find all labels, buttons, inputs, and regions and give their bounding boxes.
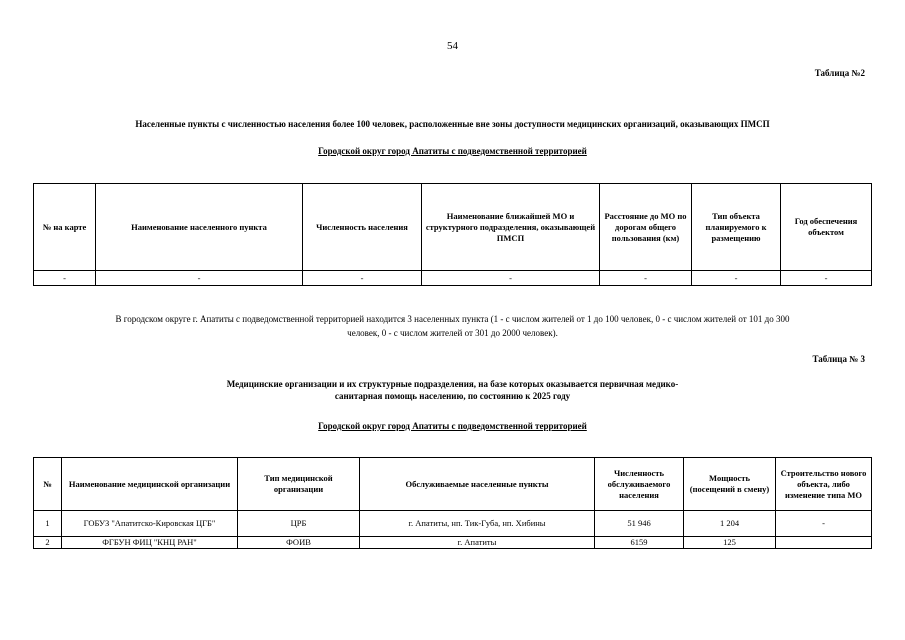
table-cell: -: [96, 271, 303, 286]
table3-subheading: Городской округ город Апатиты с подведомственной территорией: [318, 421, 587, 431]
table-cell: -: [600, 271, 692, 286]
table-cell: -: [34, 271, 96, 286]
table3-header-cell: Строительство нового объекта, либо изменение типа МО: [776, 458, 872, 511]
table-cell: -: [303, 271, 422, 286]
table2-header-cell: Наименование населенного пункта: [96, 184, 303, 271]
table-cell: 2: [34, 537, 62, 549]
table3-header-cell: №: [34, 458, 62, 511]
table2-header-cell: Год обеспечения объектом: [781, 184, 872, 271]
table-cell: -: [776, 511, 872, 537]
table3-header-cell: Мощность (посещений в смену): [684, 458, 776, 511]
table-cell: 1 204: [684, 511, 776, 537]
table2-caption: Таблица №2: [814, 68, 865, 78]
table3: [33, 457, 872, 549]
table-cell: 125: [684, 537, 776, 549]
table2-heading: Населенные пункты с численностью населения более 100 человек, расположенные вне зоны доступности медицинских организаций, оказывающих ПМСП: [135, 119, 770, 129]
table3-header-cell: Обслуживаемые населенные пункты: [360, 458, 595, 511]
table-row: [34, 511, 872, 537]
table2-header-cell: Численность населения: [303, 184, 422, 271]
table3-heading: [40, 378, 865, 402]
table2-header-cell: № на карте: [34, 184, 96, 271]
table-cell: -: [422, 271, 600, 286]
note-line: человек, 0 - с числом жителей от 301 до 2000 человек).: [347, 328, 558, 338]
table2-header-cell: Наименование ближайшей МО и структурного подразделения, оказывающей ПМСП: [422, 184, 600, 271]
table-row: [34, 271, 872, 286]
table-cell: 51 946: [595, 511, 684, 537]
table-cell: 1: [34, 511, 62, 537]
table-cell: -: [692, 271, 781, 286]
table3-heading-line: Медицинские организации и их структурные подразделения, на базе которых оказывается первичная медико-: [226, 379, 679, 389]
table3-caption: Таблица № 3: [812, 354, 865, 364]
table-cell: 6159: [595, 537, 684, 549]
table-cell: ФОИВ: [238, 537, 360, 549]
table-row: [34, 537, 872, 549]
table-cell: ЦРБ: [238, 511, 360, 537]
table2-subheading: Городской округ город Апатиты с подведомственной территорией: [318, 146, 587, 156]
table-cell: ГОБУЗ "Апатитско-Кировская ЦГБ": [62, 511, 238, 537]
table-cell: ФГБУН ФИЦ "КНЦ РАН": [62, 537, 238, 549]
note-paragraph: [40, 312, 865, 340]
table3-header-cell: Наименование медицинской организации: [62, 458, 238, 511]
table3-header-cell: Численность обслуживаемого населения: [595, 458, 684, 511]
table2-header-cell: Расстояние до МО по дорогам общего пользования (км): [600, 184, 692, 271]
table3-header-cell: Тип медицинской организации: [238, 458, 360, 511]
table3-heading-line: санитарная помощь населению, по состоянию к 2025 году: [334, 391, 571, 401]
table-cell: г. Апатиты, нп. Тик-Губа, нп. Хибины: [360, 511, 595, 537]
table-cell: -: [781, 271, 872, 286]
page-number: 54: [447, 40, 458, 52]
table3-header-row: [34, 458, 872, 511]
table2: [33, 183, 872, 286]
table2-header-cell: Тип объекта планируемого к размещению: [692, 184, 781, 271]
table-cell: г. Апатиты: [360, 537, 595, 549]
note-line: В городском округе г. Апатиты с подведомственной территорией находится 3 населенных пункта (1 - с числом жителей от 1 до 100 человек, 0 - с числом жителей от 101 до 300: [115, 314, 790, 324]
table2-header-row: [34, 184, 872, 271]
table-cell: [776, 537, 872, 549]
